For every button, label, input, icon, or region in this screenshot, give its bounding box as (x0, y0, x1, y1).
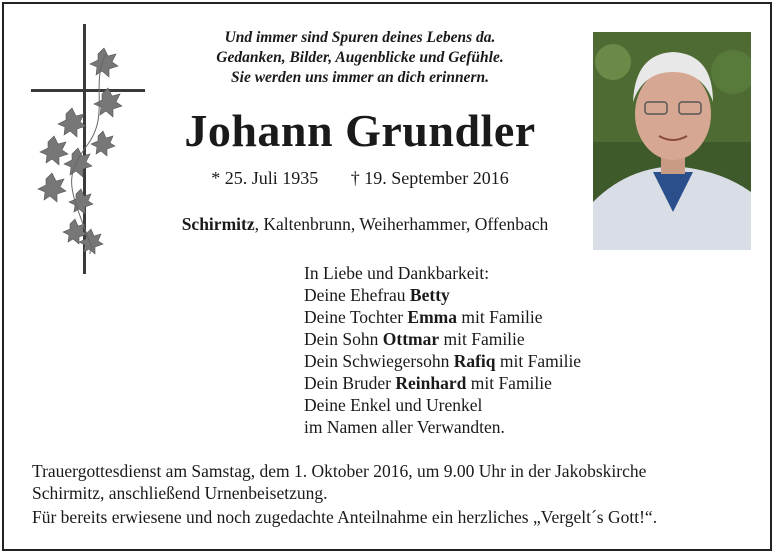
mourners-intro: In Liebe und Dankbarkeit: (304, 263, 490, 283)
verse-line: Sie werden uns immer an dich erinnern. (231, 69, 489, 86)
memorial-verse (150, 28, 570, 88)
mourner-name: Reinhard (395, 373, 467, 393)
service-line: Trauergottesdienst am Samstag, dem 1. Oktober 2016, um 9.00 Uhr in der Jakobskirche (32, 461, 647, 481)
death-date: † 19. September 2016 (350, 168, 509, 188)
verse-line: Und immer sind Spuren deines Lebens da. (224, 29, 496, 46)
mourner-line: im Namen aller Verwandten. (304, 417, 505, 437)
mourner-line: Dein Schwiegersohn Rafiq mit Familie (304, 351, 582, 371)
deceased-name: Johann Grundler (184, 105, 536, 156)
life-dates (150, 168, 570, 189)
mourner-line: Deine Ehefrau Betty (304, 285, 450, 305)
birth-date: * 25. Juli 1935 (211, 168, 319, 188)
mourner-line: Dein Bruder Reinhard mit Familie (304, 373, 552, 393)
service-info (32, 460, 657, 528)
verse-line: Gedanken, Bilder, Augenblicke und Gefühle. (216, 49, 504, 66)
cross-with-ivy-icon (28, 24, 146, 276)
service-line: Schirmitz, anschließend Urnenbeisetzung. (32, 483, 328, 503)
mourner-line: Deine Tochter Emma mit Familie (304, 307, 543, 327)
hometown-primary: Schirmitz (181, 214, 255, 234)
thanks-line: Für bereits erwiesene und noch zugedachte Anteilnahme ein herzliches „Vergelt´s Gott!“. (32, 507, 658, 527)
mourner-line: Dein Sohn Ottmar mit Familie (304, 329, 525, 349)
portrait-photo (593, 32, 751, 250)
mourner-name: Emma (407, 307, 457, 327)
hometowns (150, 214, 580, 235)
mourner-line: Deine Enkel und Urenkel (304, 395, 483, 415)
mourners-list (304, 262, 581, 438)
mourner-name: Ottmar (382, 329, 440, 349)
mourner-name: Rafiq (453, 351, 496, 371)
mourner-name: Betty (409, 285, 450, 305)
hometown-others: , Kaltenbrunn, Weiherhammer, Offenbach (254, 214, 549, 234)
